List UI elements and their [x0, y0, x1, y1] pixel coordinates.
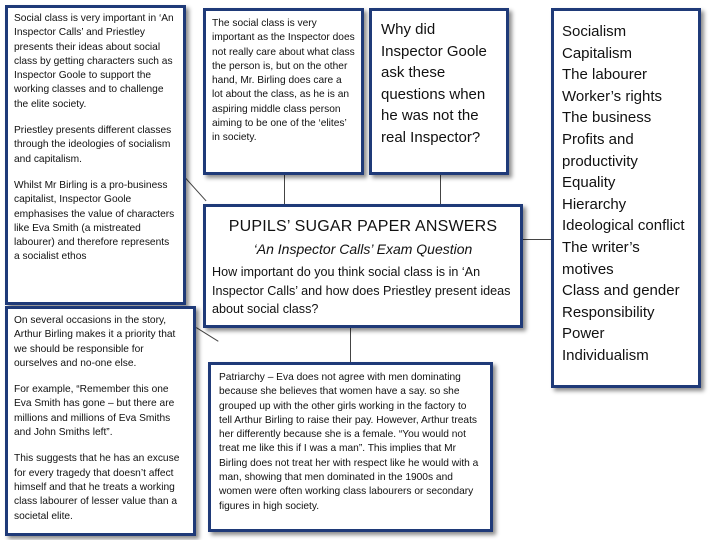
keyword-item: Class and gender	[562, 282, 680, 300]
exam-question-subtitle: ‘An Inspector Calls’ Exam Question	[253, 241, 473, 257]
top-right-question-box	[369, 8, 509, 175]
exam-question-text: How important do you think social class is in ‘An Inspector Calls’ and how does Priestley present ideas about social class?	[212, 265, 511, 316]
top-middle-answer-box	[203, 8, 364, 175]
bottom-answer-box	[208, 362, 493, 532]
keyword-item: The business	[562, 109, 652, 127]
top-middle-text: The social class is very important as the Inspector does not really care about what class the person is, but on the other hand, Mr. Birling does care a lot about the class, as he is an aspiring middle class person aiming to be one of the ‘elites’ in society.	[212, 18, 355, 144]
keyword-item: Individualism	[562, 346, 649, 364]
page-title: PUPILS’ SUGAR PAPER ANSWERS	[228, 218, 498, 235]
keyword-item: Hierarchy	[562, 195, 627, 213]
keyword-item: Equality	[562, 174, 616, 192]
keywords-box	[551, 8, 701, 388]
keyword-item: Worker’s rights	[562, 87, 663, 105]
connector-line-left-top	[183, 175, 206, 201]
connector-line-top-right	[440, 175, 441, 204]
connector-line-right	[523, 239, 553, 240]
inspector-question-text: Why did Inspector Goole ask these questions when he was not the real Inspector?	[381, 21, 487, 146]
keywords-list	[562, 21, 690, 367]
keyword-item: Power	[562, 325, 605, 343]
keyword-item: The writer’s motives	[562, 238, 640, 278]
connector-line-bottom	[350, 328, 351, 362]
connector-line-left-bottom	[196, 327, 219, 342]
left-top-paragraph-1: Social class is very important in ‘An Inspector Calls’ and Priestley presents their ideas about social class by getting characters such as Inspector Goole to support the working classes and to challenge the elite society.	[14, 13, 174, 110]
keyword-item: Capitalism	[562, 44, 633, 62]
left-bottom-answer-box	[5, 306, 196, 536]
patriarchy-text: Patriarchy – Eva does not agree with men dominating because she believes that women have a say. so she grouped up with the other girls working in the factory to tell Arthur Birling to raise their pay. However, Arthur treats her differently because she is a female. “You would not treat me like this if I was a man”. This implies that Mr Birling does not treat her with respect like he would with a man, showing that men dominated in the 1900s and women were often working class labourers or secondary figures in high society.	[219, 372, 479, 512]
left-bottom-paragraph-3: This suggests that he has an excuse for every tragedy that doesn’t affect himself and that he treats a working class labourer of lesser value than a societal elite.	[14, 453, 180, 522]
central-exam-question-box	[203, 204, 523, 328]
left-top-paragraph-3: Whilst Mr Birling is a pro-business capitalist, Inspector Goole emphasises the value of characters like Eva Smith (a mistreated labourer) and therefore represents a socialist ethos	[14, 179, 175, 263]
keyword-item: The labourer	[562, 66, 648, 84]
keyword-item: Socialism	[562, 23, 627, 40]
connector-line-top-mid	[284, 175, 285, 204]
left-top-answer-box	[5, 5, 186, 305]
left-bottom-paragraph-1: On several occasions in the story, Arthur Birling makes it a priority that we should be responsible for ourselves and no-one else.	[14, 315, 176, 369]
left-top-paragraph-2: Priestley presents different classes through the ideologies of socialism and capitalism.	[14, 125, 172, 165]
left-bottom-paragraph-2: For example, “Remember this one Eva Smith has gone – but there are millions and millions of Eva Smiths and John Smiths left”.	[14, 384, 175, 439]
keyword-item: Responsibility	[562, 303, 655, 321]
keyword-item: Ideological conflict	[562, 217, 685, 235]
keyword-item: Profits and productivity	[562, 130, 638, 170]
